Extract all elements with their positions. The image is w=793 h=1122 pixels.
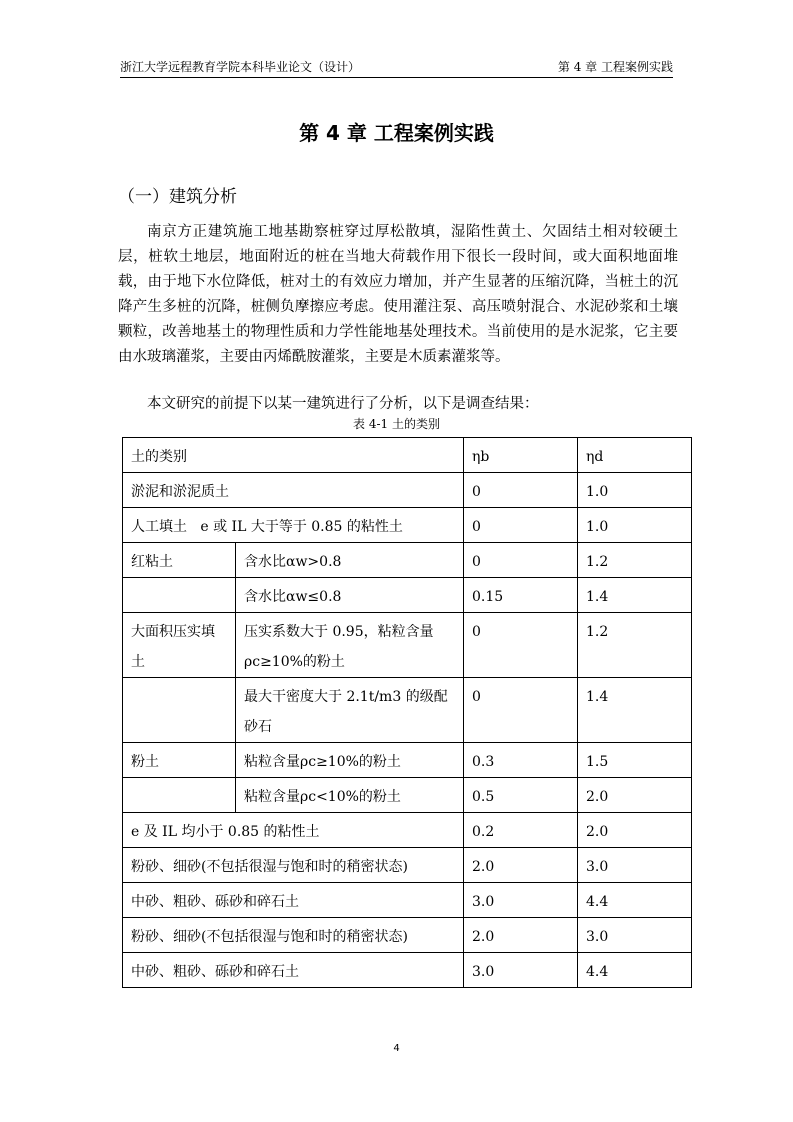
cell-eta-d: 1.0 xyxy=(578,508,692,543)
cell-eta-d: 2.0 xyxy=(578,813,692,848)
table-row xyxy=(123,743,692,778)
cell-eta-b: 0.2 xyxy=(464,813,578,848)
cell-eta-b: 0 xyxy=(464,543,578,578)
cell-eta-b: 2.0 xyxy=(464,918,578,953)
cell-type: 大面积压实填土 xyxy=(123,613,236,678)
table-row xyxy=(123,613,692,678)
cell-desc: 粉砂、细砂(不包括很湿与饱和时的稍密状态) xyxy=(123,918,464,953)
cell-eta-d: 1.0 xyxy=(578,473,692,508)
cell-eta-d: 1.2 xyxy=(578,543,692,578)
table-row xyxy=(123,473,692,508)
cell-desc: 中砂、粗砂、砾砂和碎石土 xyxy=(123,953,464,988)
cell-desc: 含水比αw≤0.8 xyxy=(236,578,464,613)
cell-eta-b: 2.0 xyxy=(464,848,578,883)
cell-desc: 粉砂、细砂(不包括很湿与饱和时的稍密状态) xyxy=(123,848,464,883)
cell-type: 粉土 xyxy=(123,743,236,778)
page-number: 4 xyxy=(393,1043,400,1054)
cell-desc: 含水比αw>0.8 xyxy=(236,543,464,578)
cell-eta-b: 0.5 xyxy=(464,778,578,813)
cell-desc: 中砂、粗砂、砾砂和碎石土 xyxy=(123,883,464,918)
page-header xyxy=(120,58,673,76)
cell-desc: e 及 IL 均小于 0.85 的粘性土 xyxy=(123,813,464,848)
table-row xyxy=(123,848,692,883)
header-chapter: 第 4 章 工程案例实践 xyxy=(557,60,673,74)
section-title: （一）建筑分析 xyxy=(118,187,237,207)
cell-eta-d: 1.5 xyxy=(578,743,692,778)
cell-eta-d: 4.4 xyxy=(578,953,692,988)
table-row xyxy=(123,778,692,813)
cell-eta-d: 3.0 xyxy=(578,918,692,953)
cell-eta-b: 0 xyxy=(464,613,578,678)
cell-eta-b: 3.0 xyxy=(464,883,578,918)
cell-eta-d: 4.4 xyxy=(578,883,692,918)
header-cell-eta-d: ηd xyxy=(578,438,692,473)
table-row xyxy=(123,918,692,953)
cell-eta-b: 0 xyxy=(464,678,578,743)
cell-desc: 粘粒含量ρc≥10%的粉土 xyxy=(236,743,464,778)
body-paragraph: 本文研究的前提下以某一建筑进行了分析，以下是调查结果： xyxy=(147,396,539,412)
table-row xyxy=(123,678,692,743)
header-cell-soil-type: 土的类别 xyxy=(123,438,464,473)
cell-type xyxy=(123,778,236,813)
cell-eta-b: 3.0 xyxy=(464,953,578,988)
soil-category-table xyxy=(122,437,692,988)
table-caption: 表 4-1 土的类别 xyxy=(353,417,440,431)
table-row xyxy=(123,508,692,543)
table-row xyxy=(123,883,692,918)
cell-desc: 最大干密度大于 2.1t/m3 的级配砂石 xyxy=(236,678,464,743)
cell-eta-b: 0.15 xyxy=(464,578,578,613)
body-paragraph: 南京方正建筑施工地基勘察桩穿过厚松散填，湿陷性黄土、欠固结土相对较硬土层，桩软土地层，地面附近的桩在当地大荷载作用下很长一段时间，或大面积地面堆载，由于地下水位降低，桩对土的有效应力增加，并产生显著的压缩沉降，当桩土的沉降产生多桩的沉降，桩侧负摩擦应考虑。使用灌注泵、高压喷射混合、水泥砂浆和土壤颗粒，改善地基土的物理性质和力学性能地基处理技术。当前使用的是水泥浆，它主要由水玻璃灌浆，主要由丙烯酰胺灌浆，主要是木质素灌浆等。 xyxy=(118,224,678,365)
header-cell-eta-b: ηb xyxy=(464,438,578,473)
table-header-row xyxy=(123,438,692,473)
header-thesis-title: 浙江大学远程教育学院本科毕业论文（设计） xyxy=(120,60,361,74)
cell-type xyxy=(123,678,236,743)
chapter-title: 第 4 章 工程案例实践 xyxy=(299,121,494,145)
cell-desc: 人工填土 e 或 IL 大于等于 0.85 的粘性土 xyxy=(123,508,464,543)
cell-eta-d: 2.0 xyxy=(578,778,692,813)
table-row xyxy=(123,578,692,613)
cell-eta-d: 1.2 xyxy=(578,613,692,678)
header-divider xyxy=(120,77,673,78)
cell-desc: 压实系数大于 0.95，粘粒含量ρc≥10%的粉土 xyxy=(236,613,464,678)
table-row xyxy=(123,543,692,578)
cell-eta-b: 0 xyxy=(464,473,578,508)
cell-eta-b: 0 xyxy=(464,508,578,543)
cell-desc: 粘粒含量ρc<10%的粉土 xyxy=(236,778,464,813)
cell-eta-b: 0.3 xyxy=(464,743,578,778)
cell-eta-d: 3.0 xyxy=(578,848,692,883)
cell-eta-d: 1.4 xyxy=(578,678,692,743)
cell-type: 红粘土 xyxy=(123,543,236,578)
table-row xyxy=(123,813,692,848)
cell-eta-d: 1.4 xyxy=(578,578,692,613)
cell-type xyxy=(123,578,236,613)
cell-desc: 淤泥和淤泥质土 xyxy=(123,473,464,508)
table-row xyxy=(123,953,692,988)
